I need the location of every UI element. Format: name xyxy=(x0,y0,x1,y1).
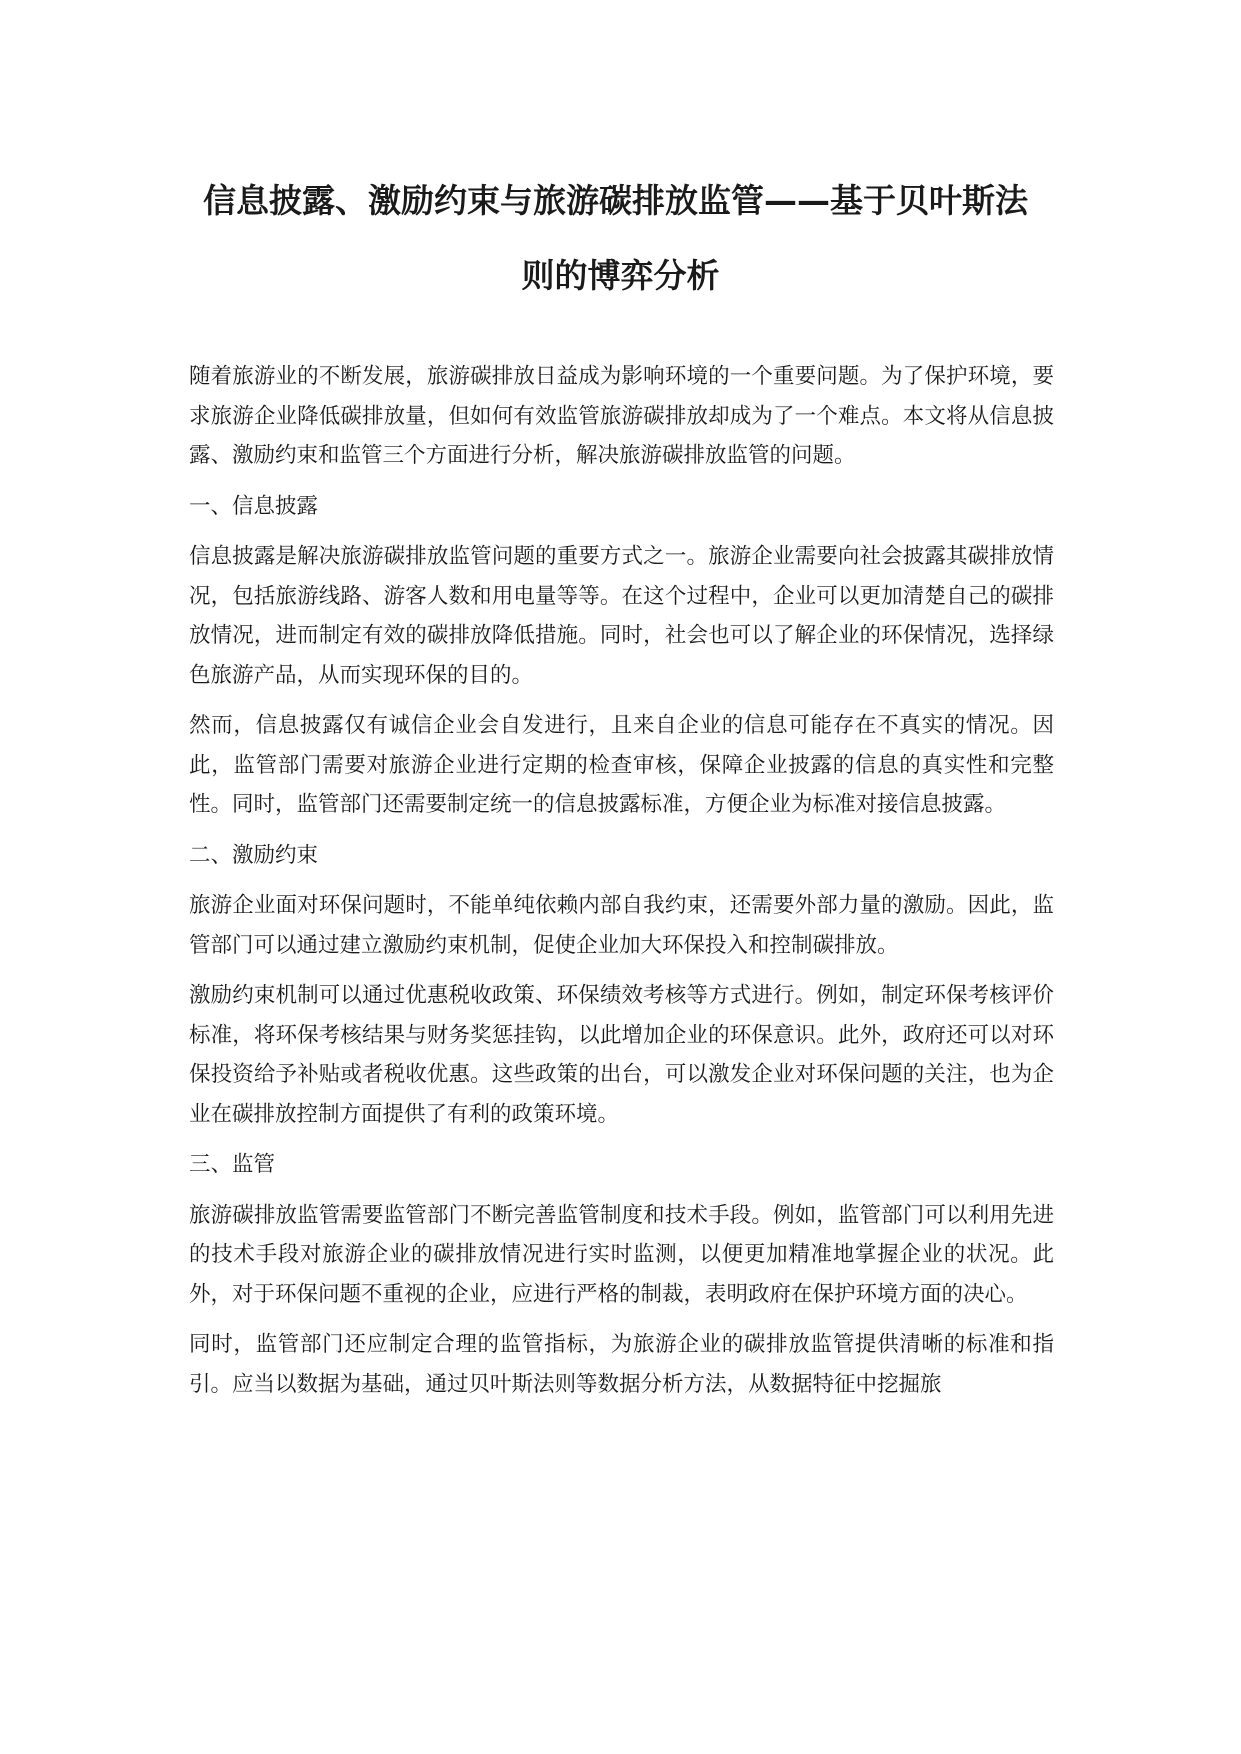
incentive-paragraph-1: 旅游企业面对环保问题时，不能单纯依赖内部自我约束，还需要外部力量的激励。因此，监管部门可以通过建立激励约束机制，促使企业加大环保投入和控制碳排放。 xyxy=(189,893,1054,958)
regulation-paragraph-1: 旅游碳排放监管需要监管部门不断完善监管制度和技术手段。例如，监管部门可以利用先进的技术手段对旅游企业的碳排放情况进行实时监测，以便更加精准地掌握企业的状况。此外，对于环保问题不重视的企业，应进行严格的制裁，表明政府在保护环境方面的决心。 xyxy=(189,1202,1054,1307)
document-body xyxy=(189,357,1054,1415)
section-heading-disclosure: 一、信息披露 xyxy=(189,493,319,519)
intro-paragraph: 随着旅游业的不断发展，旅游碳排放日益成为影响环境的一个重要问题。为了保护环境，要求旅游企业降低碳排放量，但如何有效监管旅游碳排放却成为了一个难点。本文将从信息披露、激励约束和监管三个方面进行分析，解决旅游碳排放监管的问题。 xyxy=(189,364,1054,468)
disclosure-paragraph-2: 然而，信息披露仅有诚信企业会自发进行，且来自企业的信息可能存在不真实的情况。因此，监管部门需要对旅游企业进行定期的检查审核，保障企业披露的信息的真实性和完整性。同时，监管部门还需要制定统一的信息披露标准，方便企业为标准对接信息披露。 xyxy=(189,713,1054,817)
section-heading-incentive: 二、激励约束 xyxy=(189,842,319,868)
section-heading-regulation: 三、监管 xyxy=(189,1152,276,1177)
incentive-paragraph-2: 激励约束机制可以通过优惠税收政策、环保绩效考核等方式进行。例如，制定环保考核评价标准，将环保考核结果与财务奖惩挂钩，以此增加企业的环保意识。此外，政府还可以对环保投资给予补贴或者税收优惠。这些政策的出台，可以激发企业对环保问题的关注，也为企业在碳排放控制方面提供了有利的政策环境。 xyxy=(189,983,1054,1127)
regulation-paragraph-2: 同时，监管部门还应制定合理的监管指标，为旅游企业的碳排放监管提供清晰的标准和指引。应当以数据为基础，通过贝叶斯法则等数据分析方法，从数据特征中挖掘旅 xyxy=(189,1332,1054,1397)
disclosure-paragraph-1: 信息披露是解决旅游碳排放监管问题的重要方式之一。旅游企业需要向社会披露其碳排放情况，包括旅游线路、游客人数和用电量等等。在这个过程中，企业可以更加清楚自己的碳排放情况，进而制定有效的碳排放降低措施。同时，社会也可以了解企业的环保情况，选择绿色旅游产品，从而实现环保的目的。 xyxy=(189,544,1054,688)
document-title-line-2: 则的博弈分析 xyxy=(521,256,720,295)
document-title-line-1: 信息披露、激励约束与旅游碳排放监管——基于贝叶斯法 xyxy=(203,181,1028,220)
